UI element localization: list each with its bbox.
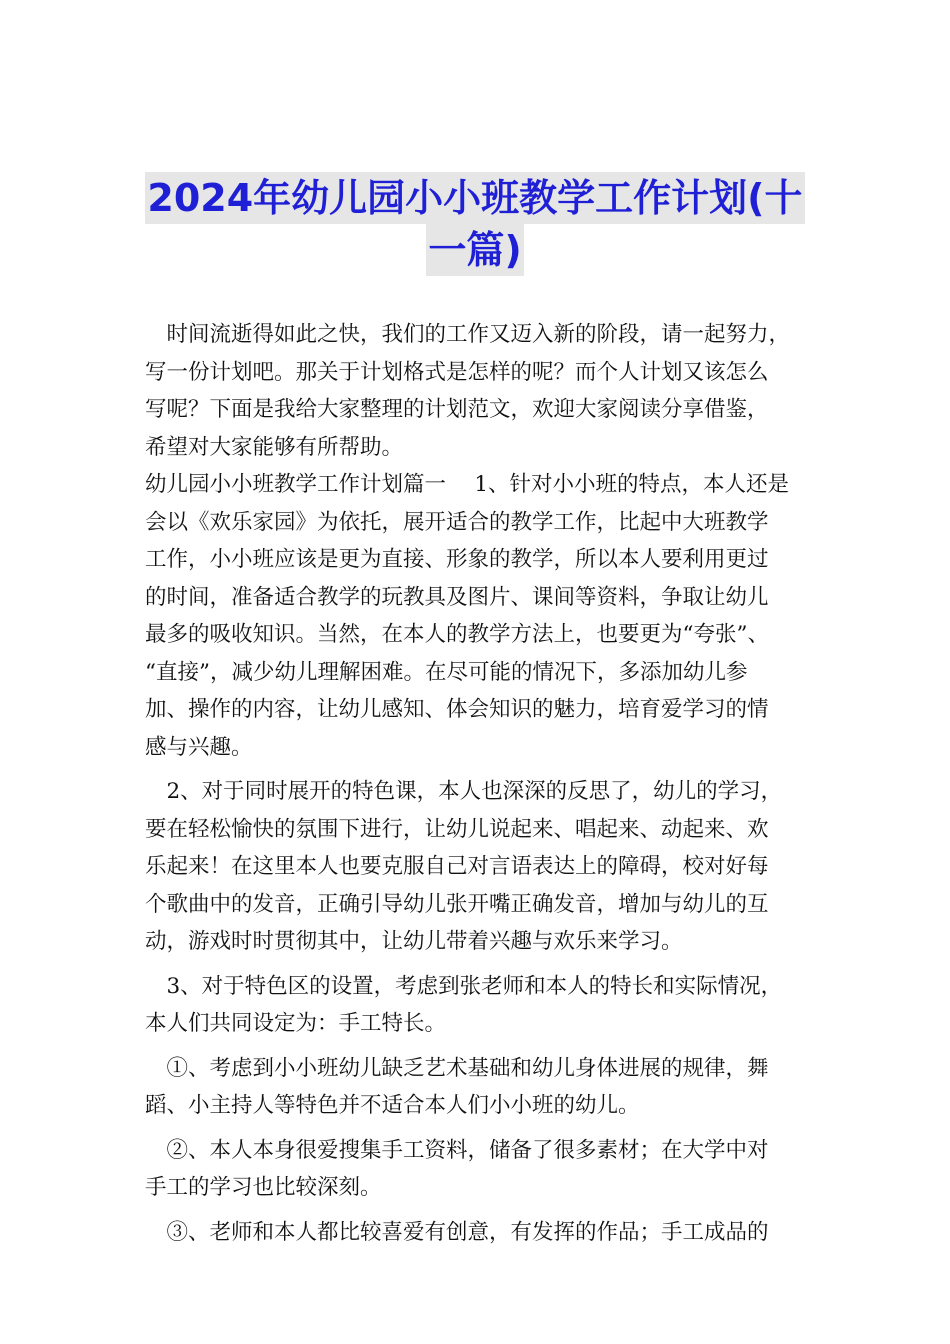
text-line: ②、本人本身很爱搜集手工资料，储备了很多素材；在大学中对 [145, 1137, 769, 1163]
text-line: 加、操作的内容，让幼儿感知、体会知识的魅力，培育爱学习的情 [145, 697, 769, 722]
text-line: 写一份计划吧。那关于计划格式是怎样的呢？而个人计划又该怎么 [145, 359, 769, 385]
title-line-2: 一篇) [426, 224, 523, 276]
text-line: 乐起来！在这里本人也要克服自己对言语表达上的障碍，校对好每 [145, 854, 769, 879]
text-line: 会以《欢乐家园》为依托，展开适合的教学工作，比起中大班教学 [145, 509, 769, 535]
document-body [145, 316, 815, 1251]
text-line: 动，游戏时时贯彻其中，让幼儿带着兴趣与欢乐来学习。 [145, 929, 683, 954]
document-title [140, 172, 810, 276]
title-line-1: 2024年幼儿园小小班教学工作计划(十 [145, 172, 804, 224]
text-line: 3、对于特色区的设置，考虑到张老师和本人的特长和实际情况， [145, 973, 783, 999]
text-line: 2、对于同时展开的特色课，本人也深深的反思了，幼儿的学习， [145, 779, 783, 804]
text-line: 时间流逝得如此之快，我们的工作又迈入新的阶段，请一起努力， [145, 322, 791, 347]
text-line: ③、老师和本人都比较喜爱有创意，有发挥的作品；手工成品的 [145, 1219, 769, 1245]
text-line: 本人们共同设定为：手工特长。 [145, 1011, 447, 1036]
text-line: ①、考虑到小小班幼儿缺乏艺术基础和幼儿身体进展的规律，舞 [145, 1055, 769, 1081]
text-line: 写呢？下面是我给大家整理的计划范文，欢迎大家阅读分享借鉴， [145, 397, 769, 422]
text-line: 感与兴趣。 [145, 734, 253, 760]
text-line: 个歌曲中的发音，正确引导幼儿张开嘴正确发音，增加与幼儿的互 [145, 891, 769, 917]
text-line: 工作，小小班应该是更为直接、形象的教学，所以本人要利用更过 [145, 547, 769, 572]
text-line: 幼儿园小小班教学工作计划篇一 1、针对小小班的特点，本人还是 [145, 472, 790, 497]
text-line: 手工的学习也比较深刻。 [145, 1175, 382, 1200]
text-line: 要在轻松愉快的氛围下进行，让幼儿说起来、唱起来、动起来、欢 [145, 816, 769, 842]
text-line: 最多的吸收知识。当然，在本人的教学方法上，也要更为“夸张”、 [145, 622, 769, 647]
text-line: 蹈、小主持人等特色并不适合本人们小小班的幼儿。 [145, 1093, 640, 1118]
text-line: “直接”，减少幼儿理解困难。在尽可能的情况下，多添加幼儿参 [145, 659, 748, 685]
text-line: 希望对大家能够有所帮助。 [145, 434, 404, 460]
text-line: 的时间，准备适合教学的玩教具及图片、课间等资料，争取让幼儿 [145, 584, 769, 610]
